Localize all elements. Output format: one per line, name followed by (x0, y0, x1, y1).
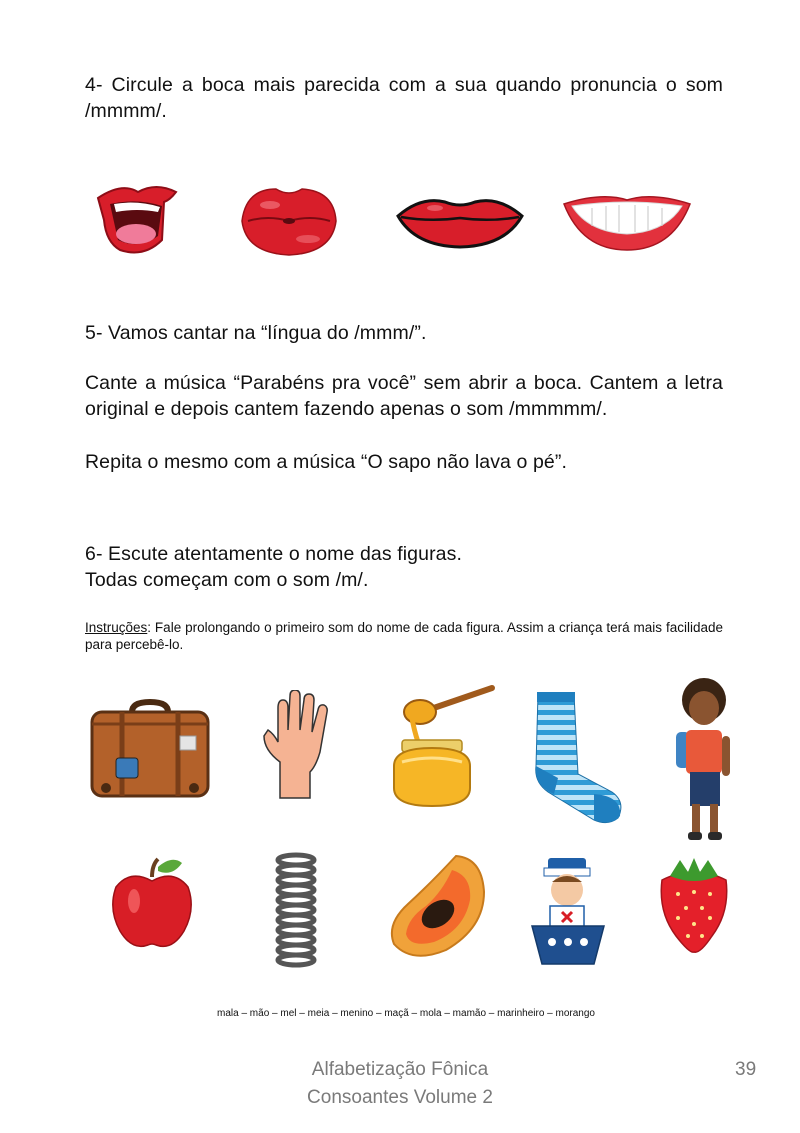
spring-icon[interactable] (272, 852, 320, 974)
question-4-text: 4- Circule a boca mais parecida com a sua quando pronuncia o som /mmmm/. (85, 74, 723, 122)
question-6-line-2: Todas começam com o som /m/. (85, 569, 369, 591)
mouth-smile-teeth-icon[interactable] (562, 190, 692, 252)
question-5-title: 5- Vamos cantar na “língua do /mmm/”. (85, 322, 427, 344)
sock-icon[interactable] (528, 690, 628, 826)
instructions-text: : Fale prolongando o primeiro som do nome de cada figura. Assim a criança terá mais facilidade para percebê-lo. (85, 620, 723, 652)
instructions-label: Instruções (85, 620, 148, 635)
mouth-open-wide-icon[interactable] (92, 180, 182, 260)
mouth-kiss-icon[interactable] (238, 183, 340, 259)
question-5-paragraph-2: Repita o mesmo com a música “O sapo não lava o pé”. (85, 451, 567, 473)
footer (200, 1056, 600, 1112)
boy-icon[interactable] (668, 676, 736, 842)
papaya-icon[interactable] (386, 852, 490, 958)
footer-volume: Consoantes Volume 2 (307, 1087, 493, 1108)
page-number: 39 (735, 1059, 757, 1080)
question-5-paragraph-1: Cante a música “Parabéns pra você” sem abrir a boca. Cantem a letra original e depois cantem fazendo apenas o som /mmmmm/. (85, 372, 723, 420)
sailor-icon[interactable] (528, 856, 608, 968)
word-list: mala – mão – mel – meia – menino – maçã – mola – mamão – marinheiro – morango (217, 1008, 595, 1019)
mouth-closed-lips-icon[interactable] (395, 192, 525, 250)
footer-book-title: Alfabetização Fônica (311, 1059, 489, 1080)
strawberry-icon[interactable] (656, 856, 732, 954)
hand-icon[interactable] (258, 690, 330, 802)
honey-icon[interactable] (382, 684, 498, 808)
suitcase-icon[interactable] (88, 698, 212, 802)
instructions (85, 619, 723, 653)
question-6-line-1: 6- Escute atentamente o nome das figuras. (85, 543, 462, 565)
apple-icon[interactable] (108, 855, 196, 951)
